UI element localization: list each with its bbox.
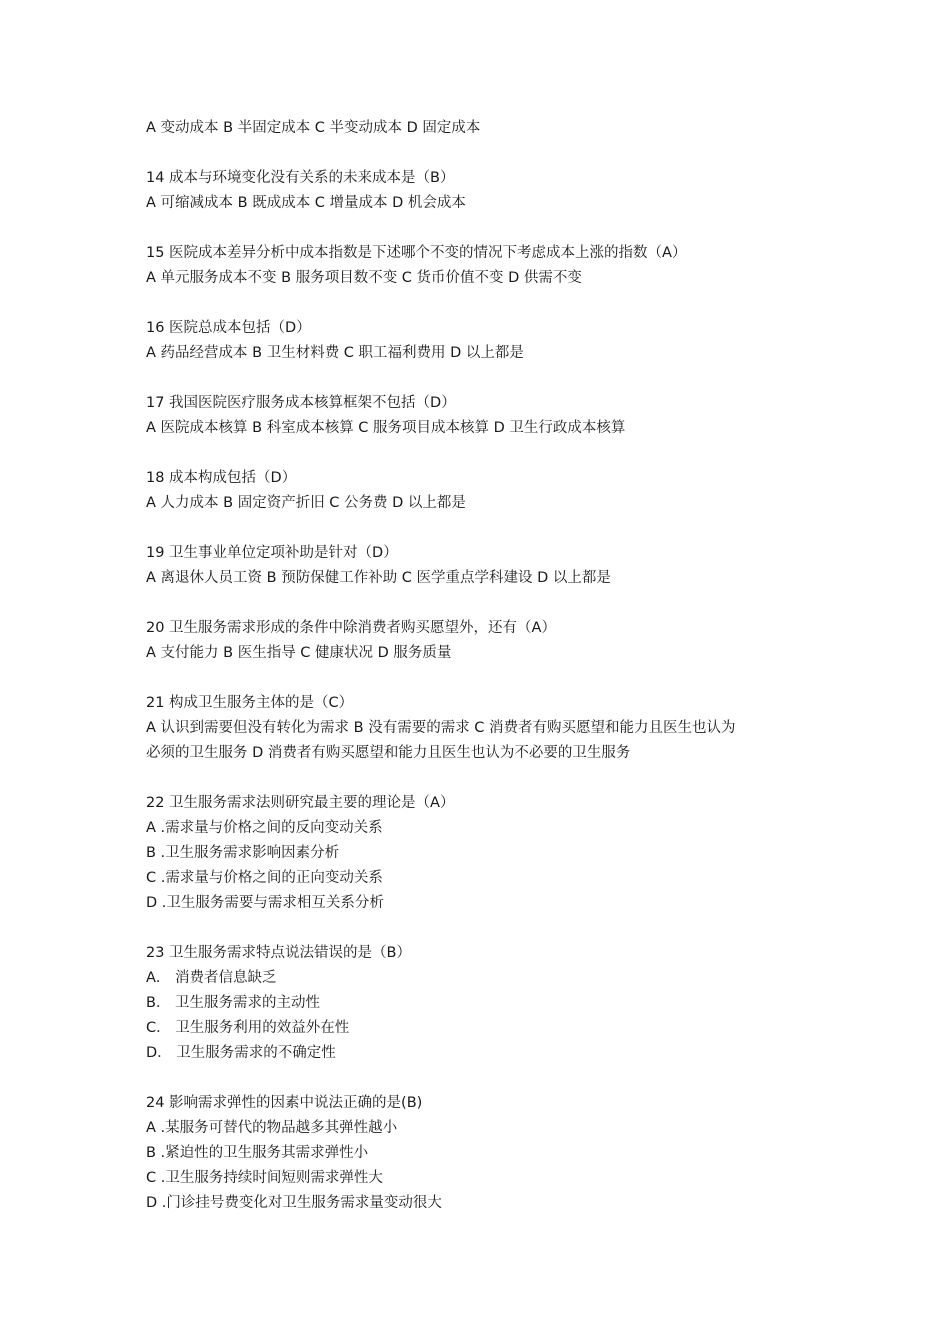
- text-line: A .某服务可替代的物品越多其弹性越小: [146, 1120, 398, 1136]
- text-line: 22 卫生服务需求法则研究最主要的理论是（A）: [146, 795, 455, 811]
- text-line: A 单元服务成本不变 B 服务项目数不变 C 货币价值不变 D 供需不变: [146, 270, 582, 286]
- paragraph-spacer: [146, 441, 826, 466]
- text-line: 24 影响需求弹性的因素中说法正确的是(B): [146, 1095, 423, 1111]
- text-line: 16 医院总成本包括（D）: [146, 320, 311, 336]
- paragraph-spacer: [146, 591, 826, 616]
- text-line: 15 医院成本差异分析中成本指数是下述哪个不变的情况下考虑成本上涨的指数（A）: [146, 245, 687, 261]
- text-line: 20 卫生服务需求形成的条件中除消费者购买愿望外，还有（A）: [146, 620, 556, 636]
- text-line: 19 卫生事业单位定项补助是针对（D）: [146, 545, 398, 561]
- paragraph-spacer: [146, 141, 826, 166]
- paragraph-spacer: [146, 516, 826, 541]
- text-line: D .卫生服务需要与需求相互关系分析: [146, 895, 384, 911]
- text-line: A 医院成本核算 B 科室成本核算 C 服务项目成本核算 D 卫生行政成本核算: [146, 420, 626, 436]
- text-line: C .卫生服务持续时间短则需求弹性大: [146, 1170, 383, 1186]
- text-line: 18 成本构成包括（D）: [146, 470, 297, 486]
- paragraph-spacer: [146, 916, 826, 941]
- text-line: 14 成本与环境变化没有关系的未来成本是（B）: [146, 170, 455, 186]
- paragraph-spacer: [146, 666, 826, 691]
- paragraph-spacer: [146, 766, 826, 791]
- text-line: A 人力成本 B 固定资产折旧 C 公务费 D 以上都是: [146, 495, 466, 511]
- text-line: B .卫生服务需求影响因素分析: [146, 845, 340, 861]
- text-line: D .门诊挂号费变化对卫生服务需求量变动很大: [146, 1195, 442, 1211]
- paragraph-spacer: [146, 1066, 826, 1091]
- paragraph-spacer: [146, 366, 826, 391]
- text-line: D． 卫生服务需求的不确定性: [146, 1045, 336, 1061]
- paragraph-spacer: [146, 216, 826, 241]
- text-line: B． 卫生服务需求的主动性: [146, 995, 321, 1011]
- document-page: [146, 116, 826, 1216]
- text-line: 17 我国医院医疗服务成本核算框架不包括（D）: [146, 395, 456, 411]
- paragraph-spacer: [146, 291, 826, 316]
- text-line: 21 构成卫生服务主体的是（C）: [146, 695, 354, 711]
- text-line: A 药品经营成本 B 卫生材料费 C 职工福利费用 D 以上都是: [146, 345, 524, 361]
- text-line: A 变动成本 B 半固定成本 C 半变动成本 D 固定成本: [146, 120, 481, 136]
- text-line: A． 消费者信息缺乏: [146, 970, 277, 986]
- text-line: 23 卫生服务需求特点说法错误的是（B）: [146, 945, 412, 961]
- text-line: C． 卫生服务利用的效益外在性: [146, 1020, 350, 1036]
- text-line: A .需求量与价格之间的反向变动关系: [146, 820, 383, 836]
- text-line: A 认识到需要但没有转化为需求 B 没有需要的需求 C 消费者有购买愿望和能力且医生也认为: [146, 720, 736, 736]
- text-line: 必须的卫生服务 D 消费者有购买愿望和能力且医生也认为不必要的卫生服务: [146, 745, 631, 761]
- text-line: C .需求量与价格之间的正向变动关系: [146, 870, 383, 886]
- text-line: B .紧迫性的卫生服务其需求弹性小: [146, 1145, 369, 1161]
- text-line: A 离退休人员工资 B 预防保健工作补助 C 医学重点学科建设 D 以上都是: [146, 570, 611, 586]
- text-line: A 支付能力 B 医生指导 C 健康状况 D 服务质量: [146, 645, 452, 661]
- text-line: A 可缩减成本 B 既成成本 C 增量成本 D 机会成本: [146, 195, 466, 211]
